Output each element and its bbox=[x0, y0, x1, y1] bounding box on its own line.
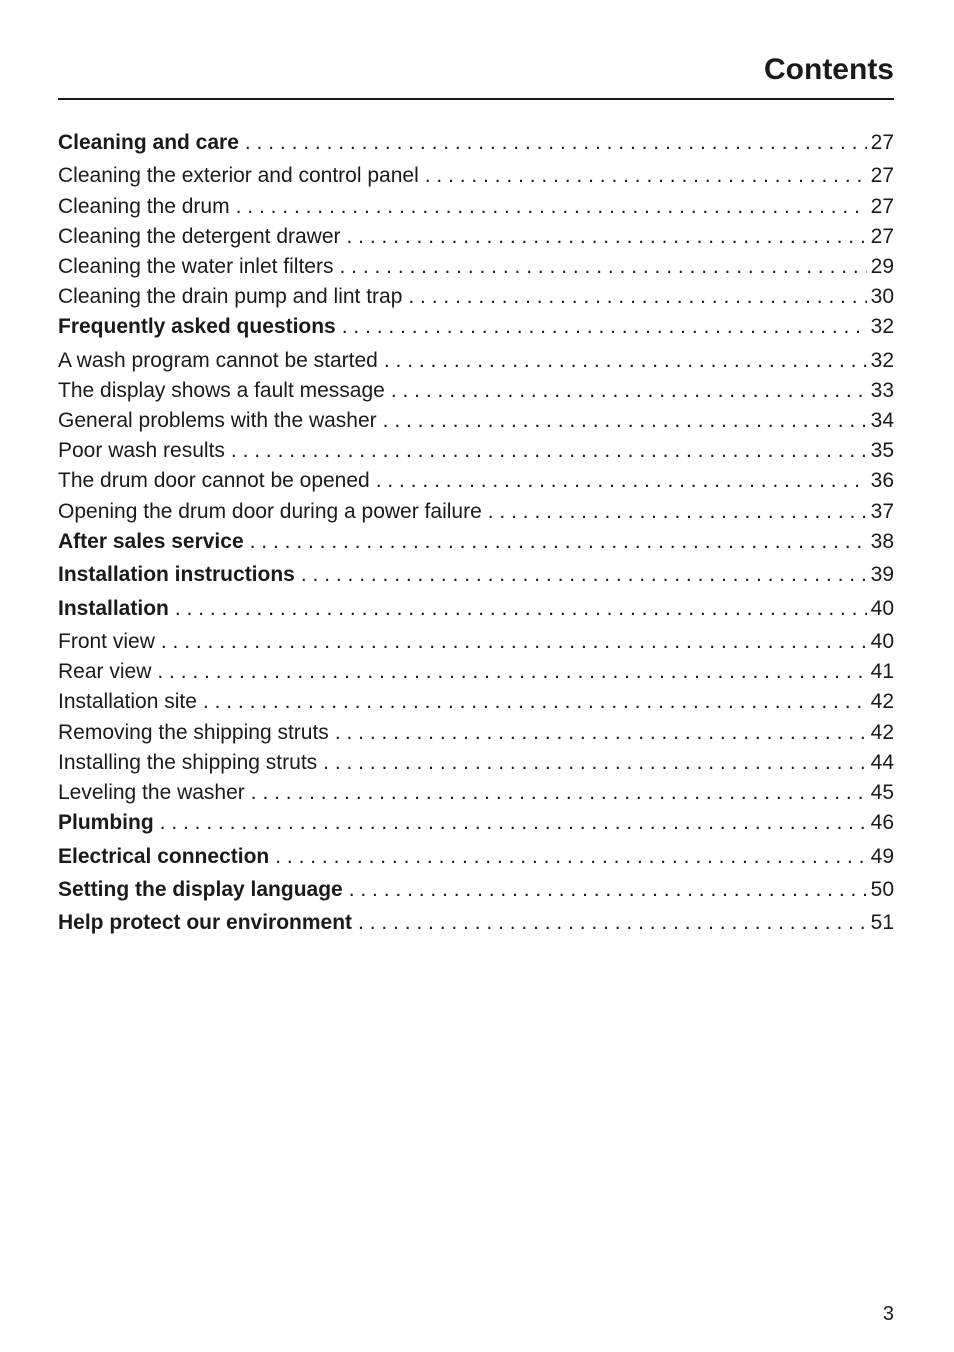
dot-leader bbox=[408, 282, 866, 312]
toc-entry-label: After sales service bbox=[58, 529, 244, 553]
toc-entry-page: 38 bbox=[870, 529, 894, 553]
toc-subentry[interactable] bbox=[58, 222, 894, 252]
toc-entry-page: 42 bbox=[870, 720, 894, 744]
toc-entry-label: The drum door cannot be opened bbox=[58, 469, 370, 493]
toc-section-entry[interactable] bbox=[58, 908, 894, 941]
dot-leader bbox=[157, 657, 866, 687]
dot-leader bbox=[161, 627, 867, 657]
dot-leader bbox=[231, 436, 867, 466]
toc-entry-page: 49 bbox=[870, 844, 894, 868]
toc-entry-label: Installation bbox=[58, 596, 169, 620]
dot-leader bbox=[376, 466, 867, 496]
toc-subentry[interactable] bbox=[58, 497, 894, 527]
dot-leader bbox=[342, 312, 867, 342]
toc-section-entry[interactable] bbox=[58, 128, 894, 161]
toc-entry-page: 35 bbox=[870, 439, 894, 463]
toc-entry-label: Rear view bbox=[58, 660, 152, 684]
toc-entry-page: 41 bbox=[870, 660, 894, 684]
toc-subentry[interactable] bbox=[58, 436, 894, 466]
dot-leader bbox=[384, 346, 867, 376]
toc-entry-page: 39 bbox=[870, 563, 894, 587]
toc-entry-label: Electrical connection bbox=[58, 844, 270, 868]
toc-subentry[interactable] bbox=[58, 406, 894, 436]
toc-entry-label: Cleaning the detergent drawer bbox=[58, 224, 341, 248]
toc-subentry[interactable] bbox=[58, 657, 894, 687]
toc-section-entry[interactable] bbox=[58, 560, 894, 593]
dot-leader bbox=[250, 527, 867, 557]
dot-leader bbox=[160, 808, 867, 838]
toc-entry-page: 34 bbox=[870, 409, 894, 433]
toc-entry-label: Poor wash results bbox=[58, 439, 225, 463]
toc-entry-label: Help protect our environment bbox=[58, 911, 353, 935]
toc-entry-page: 30 bbox=[870, 285, 894, 309]
toc-entry-page: 36 bbox=[870, 469, 894, 493]
dot-leader bbox=[245, 128, 867, 158]
toc-entry-label: Installing the shipping struts bbox=[58, 750, 318, 774]
toc-entry-page: 50 bbox=[870, 877, 894, 901]
toc-subentry[interactable] bbox=[58, 778, 894, 808]
toc-section-entry[interactable] bbox=[58, 527, 894, 560]
toc-subentry[interactable] bbox=[58, 282, 894, 312]
dot-leader bbox=[301, 560, 867, 590]
dot-leader bbox=[236, 192, 867, 222]
toc-entry-page: 27 bbox=[870, 224, 894, 248]
toc-entry-label: Cleaning the water inlet filters bbox=[58, 254, 334, 278]
toc-section-entry[interactable] bbox=[58, 808, 894, 841]
toc-entry-page: 40 bbox=[870, 630, 894, 654]
toc-entry-page: 32 bbox=[870, 315, 894, 339]
toc-entry-page: 32 bbox=[870, 348, 894, 372]
toc-entry-label: Installation instructions bbox=[58, 563, 295, 587]
dot-leader bbox=[349, 875, 867, 905]
toc-entry-label: Cleaning and care bbox=[58, 131, 239, 154]
dot-leader bbox=[175, 594, 867, 624]
toc-entry-label: Setting the display language bbox=[58, 877, 343, 901]
title-divider bbox=[58, 98, 894, 100]
toc-entry-page: 29 bbox=[870, 254, 894, 278]
toc-entry-label: Cleaning the drum bbox=[58, 194, 230, 218]
dot-leader bbox=[335, 718, 867, 748]
dot-leader bbox=[383, 406, 867, 436]
toc-entry-page: 27 bbox=[870, 131, 894, 154]
toc-entry-label: Cleaning the drain pump and lint trap bbox=[58, 285, 403, 309]
dot-leader bbox=[488, 497, 867, 527]
toc-entry-label: Frequently asked questions bbox=[58, 315, 336, 339]
toc-section-entry[interactable] bbox=[58, 875, 894, 908]
dot-leader bbox=[339, 252, 866, 282]
toc-subentry[interactable] bbox=[58, 376, 894, 406]
toc-entry-label: Removing the shipping struts bbox=[58, 720, 329, 744]
toc-subentry[interactable] bbox=[58, 161, 894, 191]
toc-subentry[interactable] bbox=[58, 748, 894, 778]
table-of-contents bbox=[58, 128, 894, 942]
toc-entry-label: Front view bbox=[58, 630, 155, 654]
toc-subentry[interactable] bbox=[58, 687, 894, 717]
toc-entry-label: Opening the drum door during a power failure bbox=[58, 499, 482, 523]
toc-subentry[interactable] bbox=[58, 718, 894, 748]
dot-leader bbox=[391, 376, 867, 406]
toc-entry-label: Plumbing bbox=[58, 811, 154, 835]
toc-entry-page: 46 bbox=[870, 811, 894, 835]
toc-entry-page: 45 bbox=[870, 780, 894, 804]
toc-entry-page: 33 bbox=[870, 378, 894, 402]
toc-section-entry[interactable] bbox=[58, 594, 894, 627]
toc-entry-label: General problems with the washer bbox=[58, 409, 377, 433]
dot-leader bbox=[425, 161, 867, 191]
toc-entry-page: 42 bbox=[870, 690, 894, 714]
toc-subentry[interactable] bbox=[58, 192, 894, 222]
dot-leader bbox=[347, 222, 867, 252]
toc-entry-label: The display shows a fault message bbox=[58, 378, 385, 402]
toc-subentry[interactable] bbox=[58, 252, 894, 282]
dot-leader bbox=[203, 687, 867, 717]
toc-section-entry[interactable] bbox=[58, 312, 894, 345]
page-number: 3 bbox=[882, 1303, 894, 1325]
toc-entry-page: 37 bbox=[870, 499, 894, 523]
toc-subentry[interactable] bbox=[58, 466, 894, 496]
toc-subentry[interactable] bbox=[58, 627, 894, 657]
page-title: Contents bbox=[764, 53, 894, 86]
toc-entry-page: 51 bbox=[870, 911, 894, 935]
dot-leader bbox=[251, 778, 867, 808]
toc-entry-label: Installation site bbox=[58, 690, 197, 714]
toc-entry-page: 44 bbox=[870, 750, 894, 774]
toc-entry-label: Leveling the washer bbox=[58, 780, 245, 804]
toc-entry-page: 27 bbox=[870, 164, 894, 188]
dot-leader bbox=[323, 748, 866, 778]
toc-entry-page: 40 bbox=[870, 596, 894, 620]
toc-subentry[interactable] bbox=[58, 346, 894, 376]
toc-entry-page: 27 bbox=[870, 194, 894, 218]
toc-entry-label: A wash program cannot be started bbox=[58, 348, 378, 372]
toc-entry-label: Cleaning the exterior and control panel bbox=[58, 164, 419, 188]
toc-section-entry[interactable] bbox=[58, 842, 894, 875]
dot-leader bbox=[275, 842, 866, 872]
dot-leader bbox=[358, 908, 867, 938]
